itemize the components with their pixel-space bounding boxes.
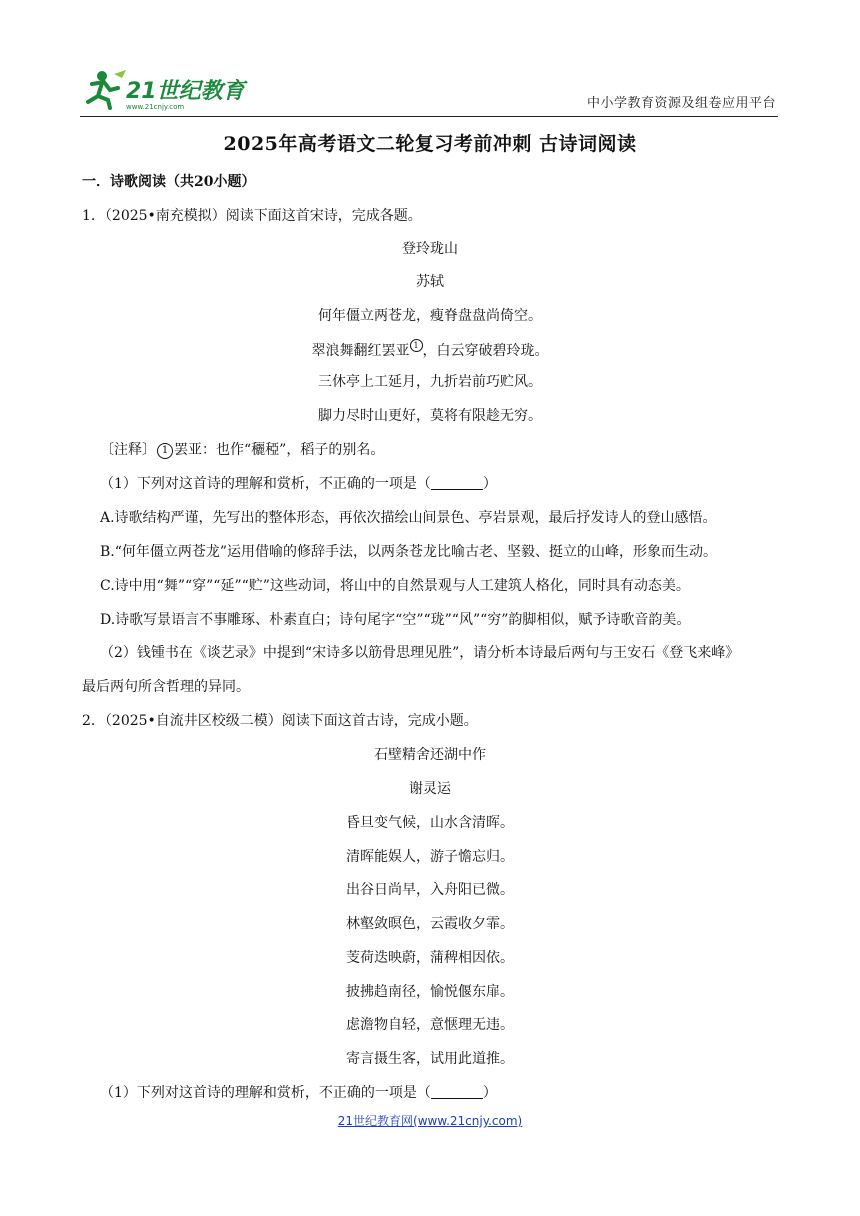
q1-sub2-cont: 最后两句所含哲理的异同。 — [82, 679, 250, 695]
q1-poem-line: 何年僵立两苍龙，瘦脊盘盘尚倚空。 — [318, 308, 542, 324]
q1-poem-title: 登玲珑山 — [402, 241, 458, 257]
q2-poem-line: 寄言摄生客，试用此道推。 — [346, 1051, 514, 1067]
q2-poem-line: 披拂趋南径，愉悦偃东扉。 — [346, 984, 514, 1000]
q2-sub1: （1）下列对这首诗的理解和赏析，不正确的一项是（ ） — [100, 1085, 497, 1101]
footer-link[interactable]: 21世纪教育网(www.21cnjy.com) — [337, 1114, 523, 1128]
page-title: 2025年高考语文二轮复习考前冲刺 古诗词阅读 — [223, 133, 637, 155]
note-marker: 1 — [410, 339, 423, 352]
q1-note: 〔注释〕 1 罢亚：也作“穲稏”，稻子的别名。 — [100, 442, 385, 458]
runner-logo-icon — [80, 68, 250, 112]
svg-text:www.21cnjy.com: www.21cnjy.com — [126, 103, 185, 111]
svg-text:21世纪教育: 21世纪教育 — [126, 79, 245, 104]
q1-option-a: A.诗歌结构严谨，先写出的整体形态，再依次描绘山间景色、亭岩景观，最后抒发诗人的登山感悟。 — [100, 510, 717, 526]
q1-intro: 1．（2025•南充模拟）阅读下面这首宋诗，完成各题。 — [82, 208, 422, 224]
q2-author: 谢灵运 — [409, 781, 451, 797]
logo — [80, 68, 250, 112]
q2-poem-line: 昏旦变气候，山水含清晖。 — [346, 815, 514, 831]
platform-name: 中小学教育资源及组卷应用平台 — [586, 96, 776, 111]
q1-author: 苏轼 — [416, 274, 444, 290]
q2-poem-line: 出谷日尚早，入舟阳已微。 — [346, 882, 514, 898]
q2-poem-line: 林壑敛暝色，云霞收夕霏。 — [346, 916, 514, 932]
q1-poem-line: 脚力尽时山更好，莫将有限趁无穷。 — [318, 408, 542, 424]
page-header — [80, 64, 778, 117]
q2-poem-title: 石壁精舍还湖中作 — [374, 747, 486, 763]
q2-intro: 2．（2025•自流井区校级二模）阅读下面这首古诗，完成小题。 — [82, 713, 478, 729]
q1-option-c: C.诗中用“舞”“穿”“延”“贮”这些动词，将山中的自然景观与人工建筑人格化，同时具有动态美。 — [100, 578, 690, 594]
q1-poem-line: 三休亭上工延月，九折岩前巧贮风。 — [318, 374, 542, 390]
q1-sub2: （2）钱锺书在《谈艺录》中提到“宋诗多以筋骨思理见胜”，请分析本诗最后两句与王安石《登飞来峰》 — [100, 645, 740, 661]
q1-option-b: B.“何年僵立两苍龙”运用借喻的修辞手法，以两条苍龙比喻古老、坚毅、挺立的山峰，形象而生动。 — [100, 544, 718, 560]
q1-option-d: D.诗歌写景语言不事雕琢、朴素直白；诗句尾字“空”“珑”“风”“穷”韵脚相似，赋予诗歌音韵美。 — [100, 612, 691, 628]
q2-poem-line: 虑澹物自轻，意惬理无违。 — [346, 1017, 514, 1033]
section-heading: 一．诗歌阅读（共20小题） — [82, 174, 256, 190]
q1-poem-line: 翠浪舞翻红罢亚 1 ，白云穿破碧玲珑。 — [311, 341, 549, 359]
q1-sub1: （1）下列对这首诗的理解和赏析，不正确的一项是（ ） — [100, 476, 497, 492]
q2-poem-line: 芰荷迭映蔚，蒲稗相因依。 — [346, 950, 514, 966]
answer-blank[interactable] — [431, 1084, 483, 1099]
answer-blank[interactable] — [431, 475, 483, 490]
q2-poem-line: 清晖能娱人，游子憺忘归。 — [346, 849, 514, 865]
